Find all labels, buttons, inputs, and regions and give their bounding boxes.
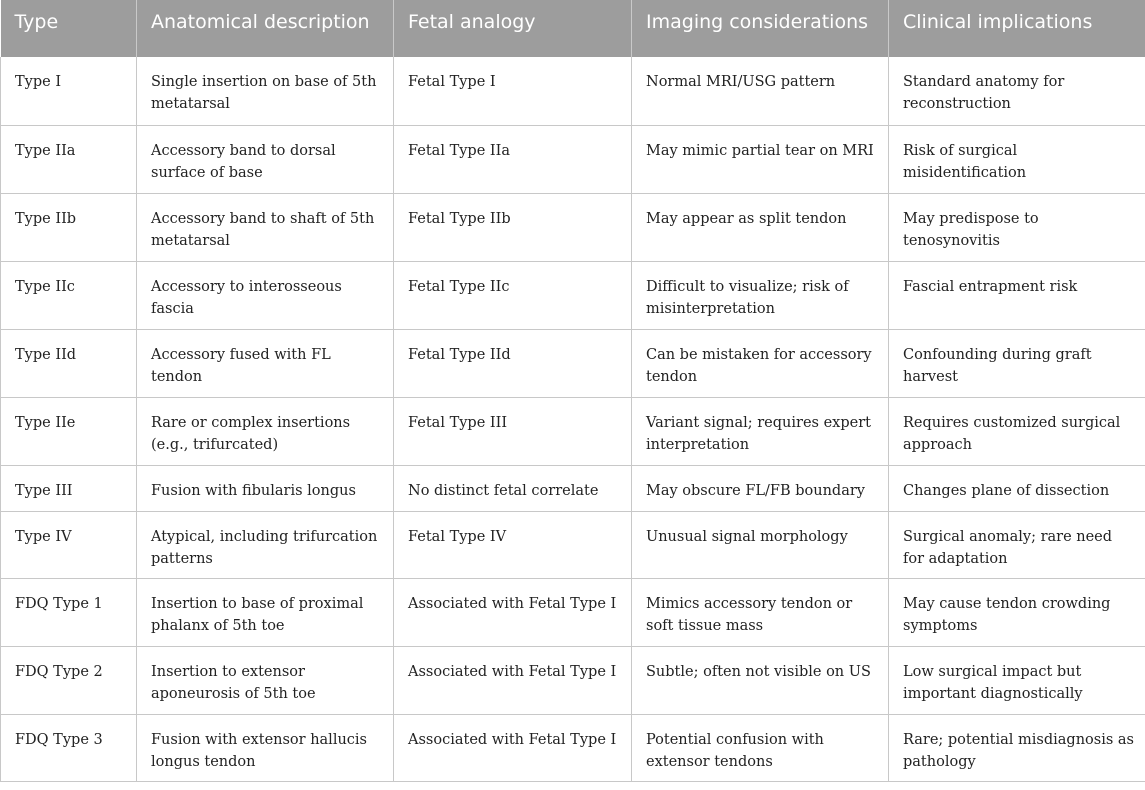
- cell-fetal-analogy: No distinct fetal correlate: [394, 465, 632, 511]
- header-clinical-implications: Clinical implications: [889, 0, 1145, 57]
- cell-imaging-considerations: Normal MRI/USG pattern: [632, 57, 889, 125]
- table-body: [1, 57, 1145, 781]
- cell-type: FDQ Type 1: [1, 578, 137, 646]
- cell-fetal-analogy: Fetal Type I: [394, 57, 632, 125]
- table-row: [1, 261, 1145, 329]
- cell-imaging-considerations: Subtle; often not visible on US: [632, 646, 889, 714]
- cell-anatomical-description: Fusion with fibularis longus: [137, 465, 394, 511]
- cell-anatomical-description: Accessory band to dorsal surface of base: [137, 125, 394, 193]
- cell-clinical-implications: Requires customized surgical approach: [889, 397, 1145, 465]
- cell-type: Type IIc: [1, 261, 137, 329]
- cell-anatomical-description: Insertion to base of proximal phalanx of 5th toe: [137, 578, 394, 646]
- cell-type: Type IId: [1, 329, 137, 397]
- cell-type: Type I: [1, 57, 137, 125]
- cell-type: FDQ Type 3: [1, 714, 137, 781]
- table-row: [1, 125, 1145, 193]
- cell-clinical-implications: Changes plane of dissection: [889, 465, 1145, 511]
- cell-clinical-implications: Rare; potential misdiagnosis as pathology: [889, 714, 1145, 781]
- cell-imaging-considerations: Potential confusion with extensor tendons: [632, 714, 889, 781]
- cell-fetal-analogy: Associated with Fetal Type I: [394, 714, 632, 781]
- header-imaging-considerations: Imaging considerations: [632, 0, 889, 57]
- cell-imaging-considerations: May mimic partial tear on MRI: [632, 125, 889, 193]
- header-fetal-analogy: Fetal analogy: [394, 0, 632, 57]
- cell-fetal-analogy: Associated with Fetal Type I: [394, 578, 632, 646]
- header-anatomical-description: Anatomical description: [137, 0, 394, 57]
- cell-anatomical-description: Accessory fused with FL tendon: [137, 329, 394, 397]
- header-row: [1, 0, 1145, 57]
- cell-clinical-implications: Low surgical impact but important diagnostically: [889, 646, 1145, 714]
- cell-type: Type IIe: [1, 397, 137, 465]
- cell-imaging-considerations: Variant signal; requires expert interpretation: [632, 397, 889, 465]
- table-row: [1, 57, 1145, 125]
- cell-anatomical-description: Accessory band to shaft of 5th metatarsal: [137, 193, 394, 261]
- cell-clinical-implications: Surgical anomaly; rare need for adaptation: [889, 511, 1145, 578]
- cell-fetal-analogy: Fetal Type IIa: [394, 125, 632, 193]
- cell-imaging-considerations: May obscure FL/FB boundary: [632, 465, 889, 511]
- cell-anatomical-description: Single insertion on base of 5th metatarsal: [137, 57, 394, 125]
- table-row: [1, 397, 1145, 465]
- cell-fetal-analogy: Associated with Fetal Type I: [394, 646, 632, 714]
- table-row: [1, 465, 1145, 511]
- cell-type: FDQ Type 2: [1, 646, 137, 714]
- cell-type: Type IV: [1, 511, 137, 578]
- cell-fetal-analogy: Fetal Type IId: [394, 329, 632, 397]
- cell-imaging-considerations: Can be mistaken for accessory tendon: [632, 329, 889, 397]
- cell-anatomical-description: Accessory to interosseous fascia: [137, 261, 394, 329]
- cell-type: Type IIa: [1, 125, 137, 193]
- cell-anatomical-description: Rare or complex insertions (e.g., trifurcated): [137, 397, 394, 465]
- table-row: [1, 511, 1145, 578]
- cell-type: Type IIb: [1, 193, 137, 261]
- cell-imaging-considerations: Mimics accessory tendon or soft tissue mass: [632, 578, 889, 646]
- cell-clinical-implications: Confounding during graft harvest: [889, 329, 1145, 397]
- cell-type: Type III: [1, 465, 137, 511]
- cell-anatomical-description: Atypical, including trifurcation patterns: [137, 511, 394, 578]
- table-header: [1, 0, 1145, 57]
- cell-imaging-considerations: May appear as split tendon: [632, 193, 889, 261]
- table-row: [1, 714, 1145, 781]
- cell-imaging-considerations: Unusual signal morphology: [632, 511, 889, 578]
- cell-imaging-considerations: Difficult to visualize; risk of misinterpretation: [632, 261, 889, 329]
- cell-fetal-analogy: Fetal Type III: [394, 397, 632, 465]
- table-row: [1, 578, 1145, 646]
- cell-fetal-analogy: Fetal Type IIb: [394, 193, 632, 261]
- cell-clinical-implications: May cause tendon crowding symptoms: [889, 578, 1145, 646]
- cell-clinical-implications: Standard anatomy for reconstruction: [889, 57, 1145, 125]
- cell-fetal-analogy: Fetal Type IIc: [394, 261, 632, 329]
- header-type: Type: [1, 0, 137, 57]
- table-row: [1, 193, 1145, 261]
- cell-clinical-implications: May predispose to tenosynovitis: [889, 193, 1145, 261]
- cell-clinical-implications: Risk of surgical misidentification: [889, 125, 1145, 193]
- cell-clinical-implications: Fascial entrapment risk: [889, 261, 1145, 329]
- cell-anatomical-description: Fusion with extensor hallucis longus tendon: [137, 714, 394, 781]
- cell-fetal-analogy: Fetal Type IV: [394, 511, 632, 578]
- table-row: [1, 329, 1145, 397]
- cell-anatomical-description: Insertion to extensor aponeurosis of 5th toe: [137, 646, 394, 714]
- table-row: [1, 646, 1145, 714]
